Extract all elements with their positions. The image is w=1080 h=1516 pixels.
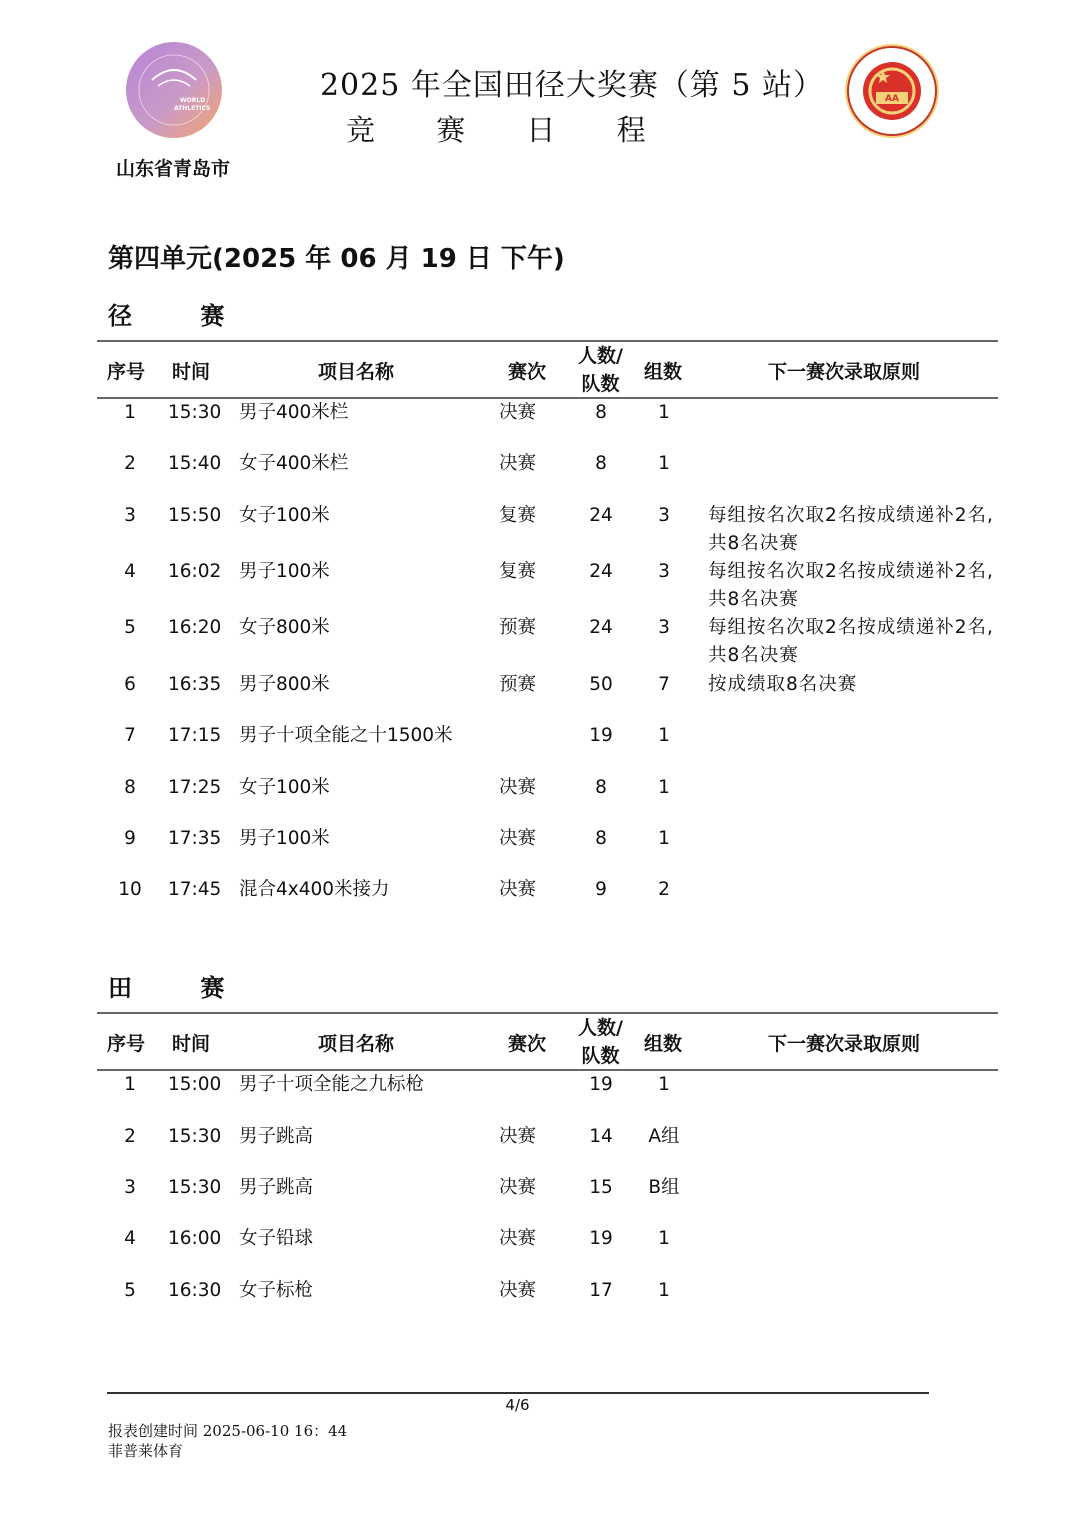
cell-time: 15:00 bbox=[168, 1074, 222, 1095]
track-section-title: 径 赛 bbox=[108, 302, 255, 330]
cell-groups: 1 bbox=[658, 1074, 670, 1095]
cell-groups: 1 bbox=[658, 1280, 670, 1301]
cell-time: 16:20 bbox=[168, 617, 222, 638]
cell-count: 8 bbox=[595, 777, 607, 798]
cell-seq: 3 bbox=[124, 1177, 136, 1198]
cell-groups: 1 bbox=[658, 1228, 670, 1249]
cell-round: 决赛 bbox=[499, 1280, 537, 1301]
cell-groups: 7 bbox=[658, 674, 670, 695]
field-header-top-line bbox=[97, 1012, 998, 1014]
cell-seq: 1 bbox=[124, 1074, 136, 1095]
col-count-header-line2: 队数 bbox=[581, 1045, 620, 1067]
cell-seq: 6 bbox=[124, 674, 136, 695]
cell-groups: 3 bbox=[658, 617, 670, 638]
cell-rule: 每组按名次取2名按成绩递补2名,共8名决赛 bbox=[708, 561, 994, 610]
cell-round: 决赛 bbox=[499, 1177, 537, 1198]
svg-text:AA: AA bbox=[885, 94, 899, 104]
cell-round: 决赛 bbox=[499, 1126, 537, 1147]
cell-time: 17:15 bbox=[168, 725, 222, 746]
cell-time: 15:30 bbox=[168, 402, 222, 423]
table-row bbox=[0, 825, 1080, 881]
cell-groups: B组 bbox=[648, 1177, 680, 1198]
cell-rule: 按成绩取8名决赛 bbox=[708, 674, 858, 695]
col-name-header: 项目名称 bbox=[318, 1033, 395, 1055]
col-count-header bbox=[578, 342, 623, 398]
track-header-top-line bbox=[97, 340, 998, 342]
cell-count: 24 bbox=[589, 617, 613, 638]
table-row bbox=[0, 1071, 1080, 1127]
col-count-header-line1: 人数/ bbox=[578, 1017, 623, 1039]
page-subtitle: 竞 赛 日 程 bbox=[346, 113, 672, 147]
cell-groups: 3 bbox=[658, 561, 670, 582]
cell-name: 女子800米 bbox=[239, 617, 330, 638]
col-count-header bbox=[578, 1014, 623, 1070]
cell-time: 17:45 bbox=[168, 879, 222, 900]
col-count-header-line2: 队数 bbox=[581, 373, 620, 395]
cell-groups: 1 bbox=[658, 402, 670, 423]
col-seq-header: 序号 bbox=[107, 1033, 146, 1055]
field-section-title: 田 赛 bbox=[108, 974, 255, 1002]
cell-name: 女子标枪 bbox=[239, 1280, 314, 1301]
table-row bbox=[0, 671, 1080, 727]
cell-name: 女子100米 bbox=[239, 505, 330, 526]
cell-round: 决赛 bbox=[499, 828, 537, 849]
cell-count: 17 bbox=[589, 1280, 613, 1301]
cell-count: 19 bbox=[589, 1074, 613, 1095]
col-seq-header: 序号 bbox=[107, 361, 146, 383]
cell-time: 17:25 bbox=[168, 777, 222, 798]
col-rule-header: 下一赛次录取原则 bbox=[768, 361, 921, 383]
unit-title: 第四单元(2025 年 06 月 19 日 下午) bbox=[108, 244, 565, 274]
cell-name: 女子铅球 bbox=[239, 1228, 314, 1249]
venue-city: 山东省青岛市 bbox=[116, 158, 231, 180]
table-row bbox=[0, 614, 1080, 670]
svg-text:WORLD: WORLD bbox=[180, 97, 206, 104]
col-groups-header: 组数 bbox=[644, 361, 683, 383]
cell-name: 男子跳高 bbox=[239, 1177, 314, 1198]
cell-seq: 3 bbox=[124, 505, 136, 526]
col-time-header: 时间 bbox=[172, 361, 211, 383]
cell-count: 14 bbox=[589, 1126, 613, 1147]
cell-seq: 7 bbox=[124, 725, 136, 746]
cell-groups: 2 bbox=[658, 879, 670, 900]
cell-time: 16:30 bbox=[168, 1280, 222, 1301]
cell-count: 8 bbox=[595, 828, 607, 849]
cell-time: 17:35 bbox=[168, 828, 222, 849]
table-row bbox=[0, 774, 1080, 830]
cell-groups: 1 bbox=[658, 777, 670, 798]
table-row bbox=[0, 1123, 1080, 1179]
cell-count: 19 bbox=[589, 725, 613, 746]
table-row bbox=[0, 558, 1080, 614]
cell-count: 8 bbox=[595, 453, 607, 474]
svg-text:ATHLETICS: ATHLETICS bbox=[174, 105, 211, 112]
table-row bbox=[0, 1277, 1080, 1333]
cell-rule: 每组按名次取2名按成绩递补2名,共8名决赛 bbox=[708, 617, 994, 666]
cell-count: 8 bbox=[595, 402, 607, 423]
col-rule-header: 下一赛次录取原则 bbox=[768, 1033, 921, 1055]
cell-count: 15 bbox=[589, 1177, 613, 1198]
cell-time: 15:50 bbox=[168, 505, 222, 526]
cell-seq: 5 bbox=[124, 1280, 136, 1301]
cell-rule: 每组按名次取2名按成绩递补2名,共8名决赛 bbox=[708, 505, 994, 554]
table-row bbox=[0, 1225, 1080, 1281]
cell-name: 女子400米栏 bbox=[239, 453, 349, 474]
cell-round: 决赛 bbox=[499, 402, 537, 423]
col-name-header: 项目名称 bbox=[318, 361, 395, 383]
cell-name: 男子100米 bbox=[239, 561, 330, 582]
cell-count: 50 bbox=[589, 674, 613, 695]
cell-time: 15:40 bbox=[168, 453, 222, 474]
table-row bbox=[0, 876, 1080, 932]
cell-count: 19 bbox=[589, 1228, 613, 1249]
table-row bbox=[0, 450, 1080, 506]
cell-time: 16:00 bbox=[168, 1228, 222, 1249]
cell-name: 男子800米 bbox=[239, 674, 330, 695]
cell-name: 男子十项全能之九标枪 bbox=[239, 1074, 425, 1095]
cell-time: 15:30 bbox=[168, 1126, 222, 1147]
cell-name: 男子十项全能之十1500米 bbox=[239, 725, 453, 746]
table-row bbox=[0, 1174, 1080, 1230]
report-created-time: 报表创建时间 2025-06-10 16：44 bbox=[108, 1422, 348, 1440]
cell-count: 24 bbox=[589, 505, 613, 526]
cell-seq: 5 bbox=[124, 617, 136, 638]
cell-name: 男子跳高 bbox=[239, 1126, 314, 1147]
cell-time: 16:02 bbox=[168, 561, 222, 582]
cell-seq: 1 bbox=[124, 402, 136, 423]
cell-seq: 10 bbox=[118, 879, 142, 900]
cell-groups: 1 bbox=[658, 453, 670, 474]
cell-time: 15:30 bbox=[168, 1177, 222, 1198]
cell-groups: A组 bbox=[648, 1126, 680, 1147]
cell-count: 9 bbox=[595, 879, 607, 900]
col-time-header: 时间 bbox=[172, 1033, 211, 1055]
cell-round: 决赛 bbox=[499, 879, 537, 900]
cell-round: 预赛 bbox=[499, 674, 537, 695]
cell-round: 决赛 bbox=[499, 453, 537, 474]
col-round-header: 赛次 bbox=[508, 1033, 547, 1055]
cell-name: 女子100米 bbox=[239, 777, 330, 798]
cell-seq: 4 bbox=[124, 1228, 136, 1249]
company-name: 菲普莱体育 bbox=[108, 1442, 184, 1460]
cell-name: 男子100米 bbox=[239, 828, 330, 849]
footer-divider bbox=[107, 1392, 929, 1394]
cell-round: 复赛 bbox=[499, 505, 537, 526]
cell-round: 复赛 bbox=[499, 561, 537, 582]
cell-seq: 2 bbox=[124, 1126, 136, 1147]
cell-groups: 1 bbox=[658, 725, 670, 746]
col-groups-header: 组数 bbox=[644, 1033, 683, 1055]
cell-round: 决赛 bbox=[499, 777, 537, 798]
col-round-header: 赛次 bbox=[508, 361, 547, 383]
col-count-header-line1: 人数/ bbox=[578, 345, 623, 367]
cell-name: 混合4x400米接力 bbox=[239, 879, 390, 900]
page-title: 2025 年全国田径大奖赛（第 5 站） bbox=[319, 68, 825, 103]
page-number: 4/6 bbox=[505, 1396, 530, 1414]
cell-groups: 3 bbox=[658, 505, 670, 526]
cell-groups: 1 bbox=[658, 828, 670, 849]
cell-round: 预赛 bbox=[499, 617, 537, 638]
cell-time: 16:35 bbox=[168, 674, 222, 695]
cell-seq: 4 bbox=[124, 561, 136, 582]
cell-seq: 2 bbox=[124, 453, 136, 474]
table-row bbox=[0, 502, 1080, 558]
cell-name: 男子400米栏 bbox=[239, 402, 349, 423]
cell-seq: 9 bbox=[124, 828, 136, 849]
table-row bbox=[0, 722, 1080, 778]
cell-seq: 8 bbox=[124, 777, 136, 798]
cell-round: 决赛 bbox=[499, 1228, 537, 1249]
cell-count: 24 bbox=[589, 561, 613, 582]
table-row bbox=[0, 399, 1080, 455]
